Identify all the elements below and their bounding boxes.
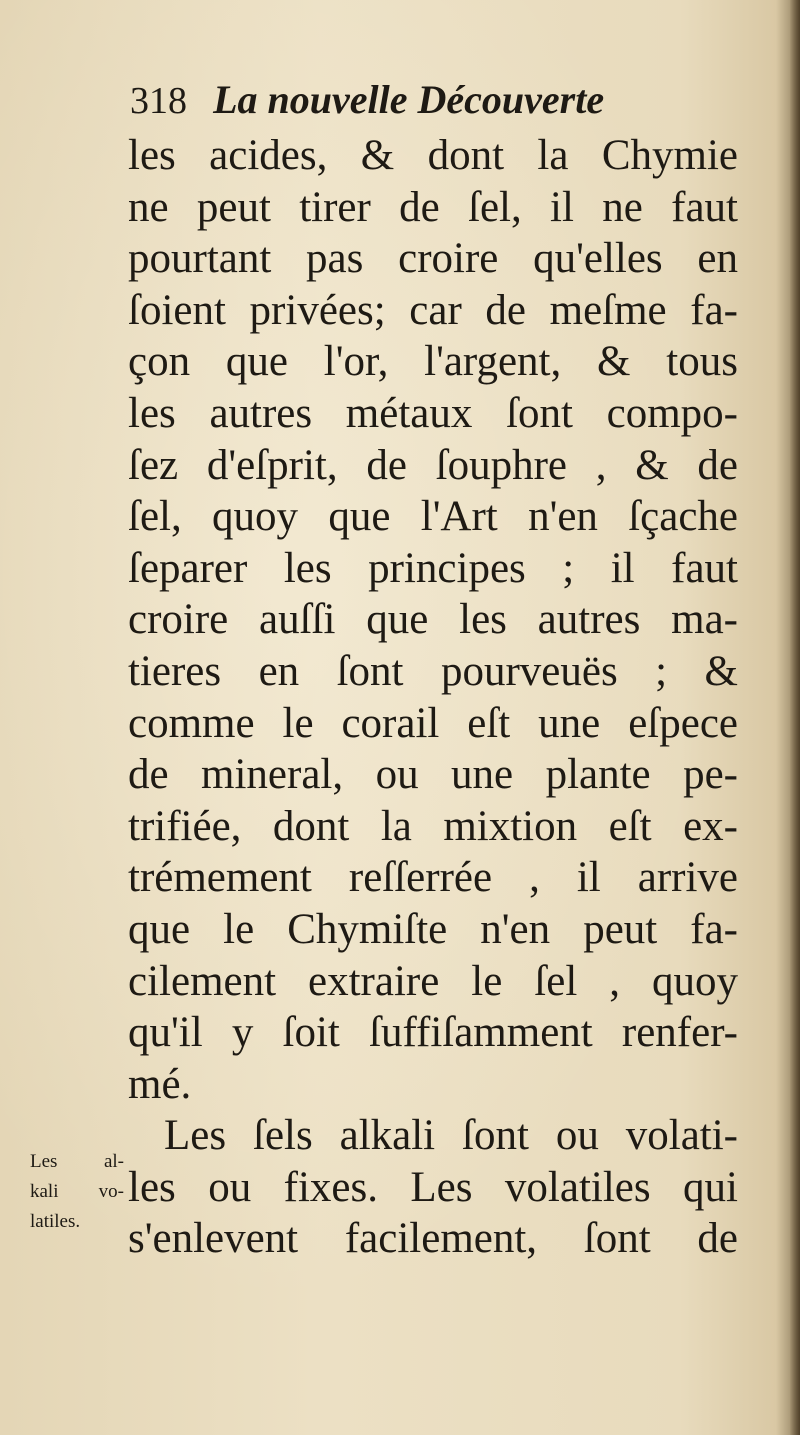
text-line: mé. [128, 1060, 192, 1108]
text-line: les ou fixes. Les volatiles qui [128, 1163, 738, 1211]
text-line: tieres en ſont pourveuës ; & [128, 647, 738, 695]
text-line: ſel, quoy que l'Art n'en ſçache [128, 493, 738, 541]
text-line: ne peut tirer de ſel, il ne faut [128, 183, 738, 231]
body-text [128, 130, 738, 1265]
paragraph-start-line: Les ſels alkali ſont ou volati- [164, 1112, 738, 1160]
text-line: les acides, & dont la Chymie [128, 132, 738, 179]
text-line: que le Chymiſte n'en peut fa- [128, 905, 738, 953]
text-line: croire auſſi que les autres ma- [128, 596, 738, 644]
text-line: cilement extraire le ſel , quoy [128, 957, 738, 1005]
running-title: La nouvelle Découverte [213, 77, 605, 122]
text-line: ſez d'eſprit, de ſouphre , & de [128, 441, 738, 489]
text-line: çon que l'or, l'argent, & tous [128, 338, 738, 386]
margin-note-line: kali vo- [30, 1181, 124, 1202]
text-line: de mineral, ou une plante pe- [128, 751, 738, 799]
page-header [130, 76, 604, 125]
page-number: 318 [130, 80, 187, 122]
text-line: pourtant pas croire qu'elles en [128, 235, 738, 283]
text-line: trifiée, dont la mixtion eſt ex- [128, 802, 738, 850]
margin-note-line: Les al- [30, 1151, 124, 1172]
text-line: trémement reſſerrée , il arrive [128, 854, 738, 902]
text-line: s'enlevent facilement, ſont de [128, 1215, 738, 1263]
text-line: ſeparer les principes ; il faut [128, 544, 738, 592]
text-line: qu'il y ſoit ſuffiſamment renfer- [128, 1009, 738, 1057]
text-line: les autres métaux ſont compo- [128, 389, 738, 437]
text-line: comme le corail eſt une eſpece [128, 699, 738, 747]
margin-note-line: latiles. [30, 1211, 81, 1232]
text-line: ſoient privées; car de meſme fa- [128, 286, 738, 334]
margin-note [30, 1147, 124, 1237]
page-edge-shadow [790, 0, 800, 1435]
